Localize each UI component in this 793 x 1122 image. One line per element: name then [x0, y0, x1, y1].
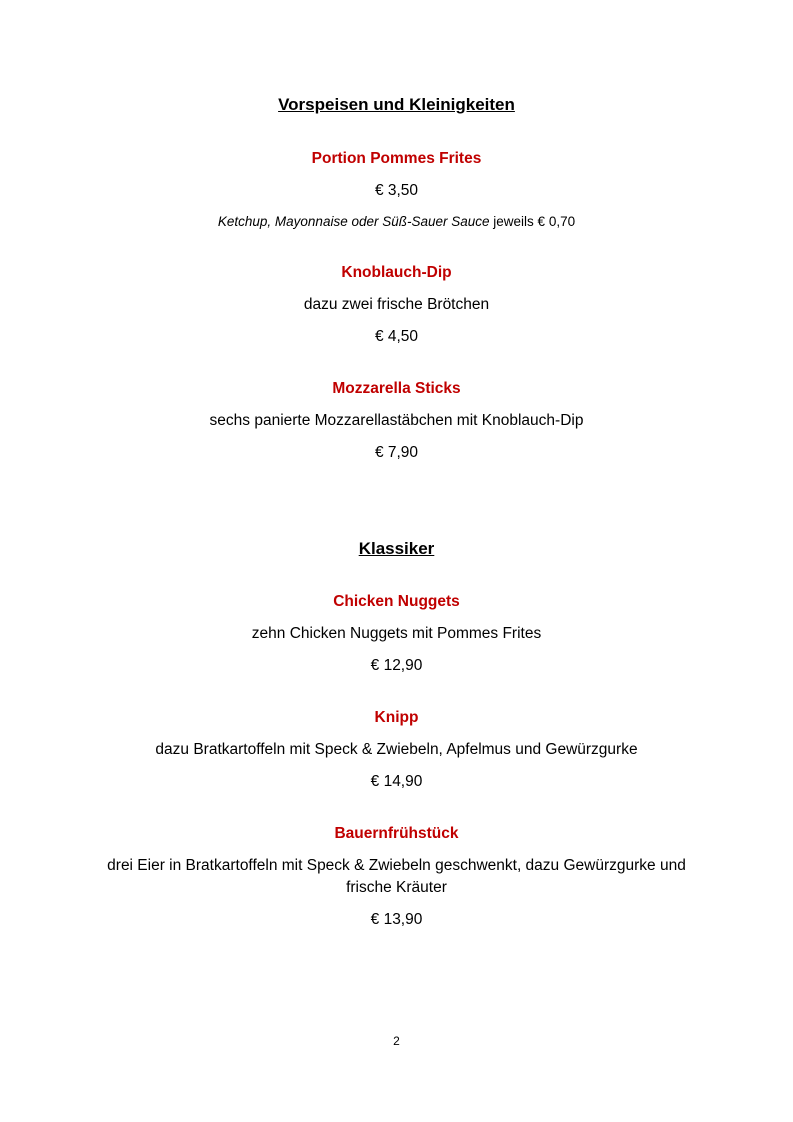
item-description-knoblauch-dip: dazu zwei frische Brötchen: [303, 296, 490, 313]
item-price-chicken-nuggets: € 12,90: [370, 657, 423, 674]
item-price-mozzarella-sticks: € 7,90: [374, 444, 419, 461]
item-title-pommes-frites: Portion Pommes Frites: [311, 150, 482, 167]
page-number: 2: [393, 1034, 400, 1048]
item-title-knipp: Knipp: [374, 709, 419, 726]
item-title-chicken-nuggets: Chicken Nuggets: [333, 593, 460, 610]
item-price-knipp: € 14,90: [370, 773, 423, 790]
item-title-bauernfruehstueck: Bauernfrühstück: [334, 825, 459, 842]
section-heading-klassiker: Klassiker: [358, 539, 435, 558]
item-description-mozzarella-sticks: sechs panierte Mozzarellastäbchen mit Knoblauch-Dip: [209, 412, 584, 429]
item-description-bauernfruehstueck: drei Eier in Bratkartoffeln mit Speck & Zwiebeln geschwenkt, dazu Gewürzgurke und frische Kräuter: [107, 857, 686, 896]
item-description-chicken-nuggets: zehn Chicken Nuggets mit Pommes Frites: [251, 625, 542, 642]
item-title-knoblauch-dip: Knoblauch-Dip: [341, 264, 452, 281]
item-title-mozzarella-sticks: Mozzarella Sticks: [332, 380, 461, 397]
item-description-knipp: dazu Bratkartoffeln mit Speck & Zwiebeln, Apfelmus und Gewürzgurke: [155, 741, 638, 758]
item-note-sauce-price: jeweils € 0,70: [489, 214, 576, 229]
item-price-bauernfruehstueck: € 13,90: [370, 911, 423, 928]
item-note-sauces: Ketchup, Mayonnaise oder Süß-Sauer Sauce: [217, 214, 490, 229]
section-heading-vorspeisen: Vorspeisen und Kleinigkeiten: [278, 95, 515, 114]
item-note-pommes-frites: [0, 214, 793, 229]
item-price-knoblauch-dip: € 4,50: [374, 328, 419, 345]
item-price-pommes-frites: € 3,50: [374, 182, 419, 199]
